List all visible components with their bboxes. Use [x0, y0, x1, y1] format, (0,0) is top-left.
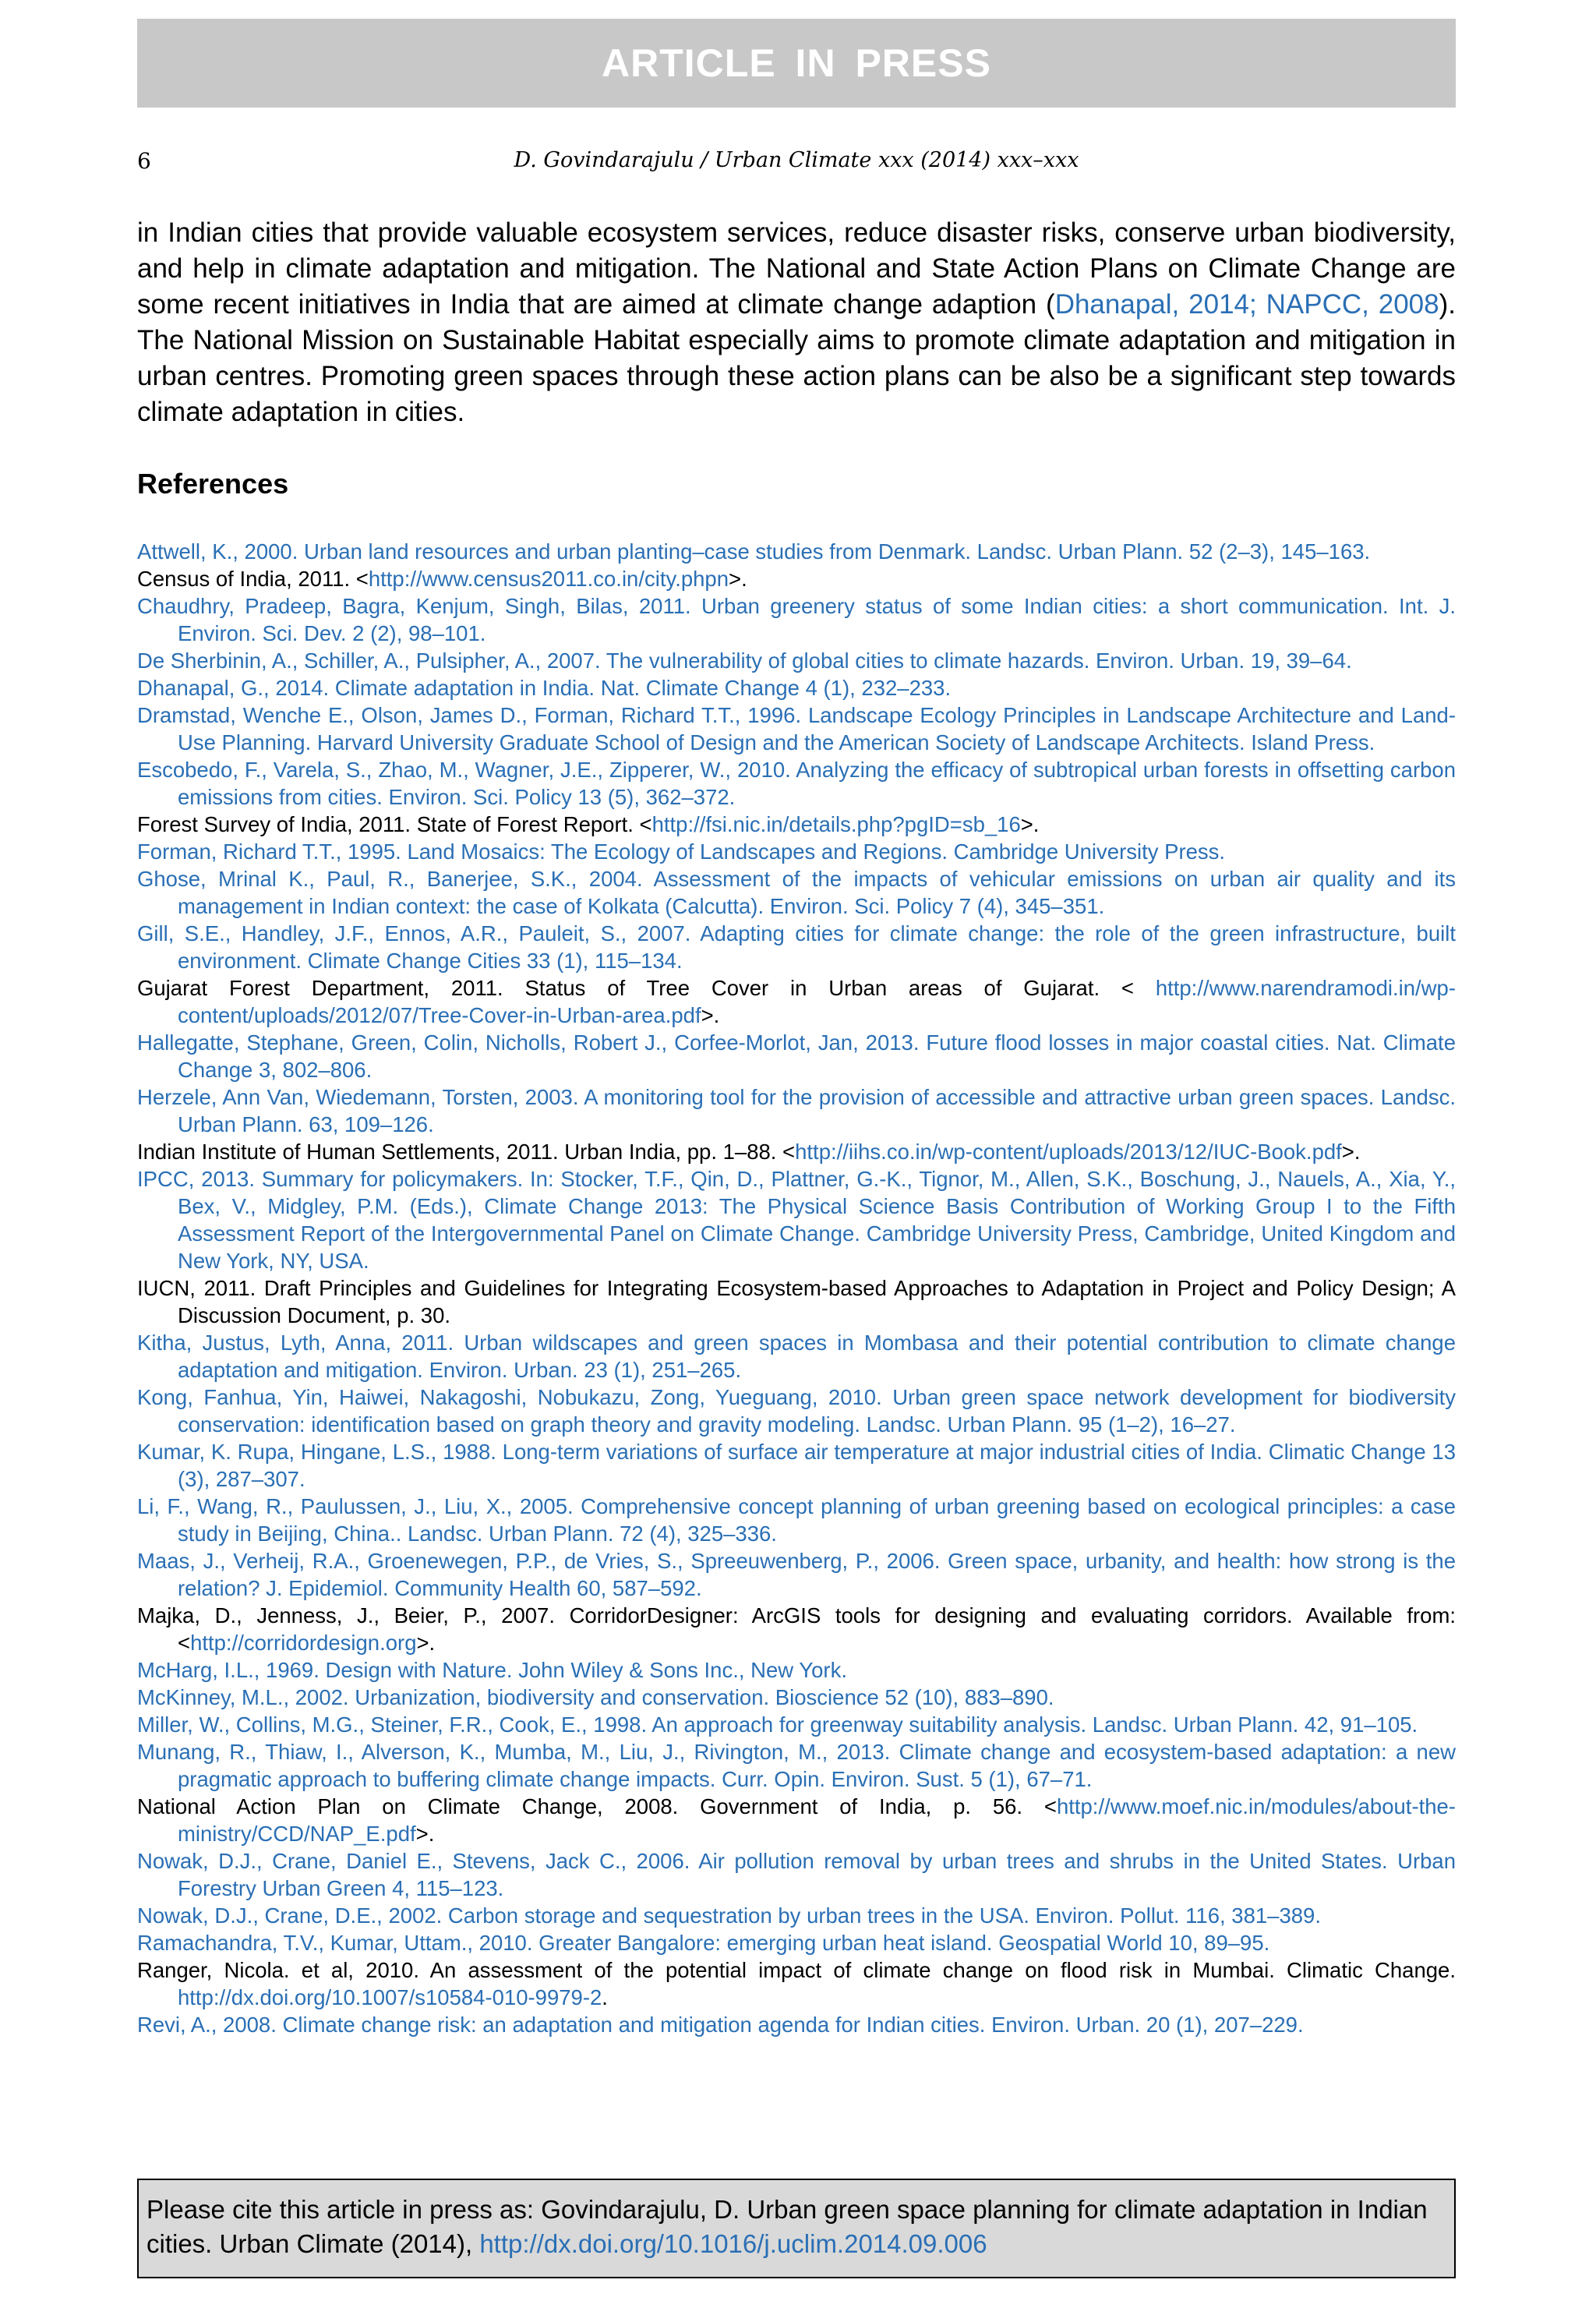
reference-url-link[interactable]: http://www.narendramodi.in/wp-content/uploads/2012/07/Tree-Cover-in-Urban-area.pdf	[178, 976, 1456, 1027]
reference-text: Indian Institute of Human Settlements, 2011. Urban India, pp. 1–88. <	[137, 1140, 796, 1164]
reference-item[interactable]: Maas, J., Verheij, R.A., Groenewegen, P.P., de Vries, S., Spreeuwenberg, P., 2006. Green space, urbanity, and health: how strong is the relation? J. Epidemiol. Community Health 60, 587–592.	[137, 1549, 1456, 1600]
reference-item[interactable]: Dramstad, Wenche E., Olson, James D., Forman, Richard T.T., 1996. Landscape Ecology Principles in Landscape Architecture and Land-Use Planning. Harvard University Graduate School of Design and the American Society of Landscape Architects. Island Press.	[137, 703, 1456, 755]
reference-item[interactable]: Nowak, D.J., Crane, Daniel E., Stevens, Jack C., 2006. Air pollution removal by urban trees and shrubs in the United States. Urban Forestry Urban Green 4, 115–123.	[137, 1849, 1456, 1900]
reference-item[interactable]: McHarg, I.L., 1969. Design with Nature. John Wiley & Sons Inc., New York.	[137, 1658, 847, 1682]
reference-item[interactable]: Attwell, K., 2000. Urban land resources and urban planting–case studies from Denmark. Landsc. Urban Plann. 52 (2–3), 145–163.	[137, 539, 1371, 564]
reference-item[interactable]: Forman, Richard T.T., 1995. Land Mosaics: The Ecology of Landscapes and Regions. Cambridge University Press.	[137, 839, 1226, 864]
reference-item[interactable]: Herzele, Ann Van, Wiedemann, Torsten, 2003. A monitoring tool for the provision of accessible and attractive urban green spaces. Landsc. Urban Plann. 63, 109–126.	[137, 1085, 1456, 1136]
reference-item[interactable]: Li, F., Wang, R., Paulussen, J., Liu, X., 2005. Comprehensive concept planning of urban greening based on ecological principles: a case study in Beijing, China.. Landsc. Urban Plann. 72 (4), 325–336.	[137, 1494, 1456, 1546]
citation-link[interactable]: Dhanapal, 2014; NAPCC, 2008	[1054, 289, 1439, 320]
page-number: 6	[137, 148, 151, 174]
reference-item[interactable]: Kumar, K. Rupa, Hingane, L.S., 1988. Long-term variations of surface air temperature at major industrial cities of India. Climatic Change 13 (3), 287–307.	[137, 1440, 1456, 1491]
reference-item[interactable]: Nowak, D.J., Crane, D.E., 2002. Carbon storage and sequestration by urban trees in the USA. Environ. Pollut. 116, 381–389.	[137, 1903, 1321, 1928]
references-heading: References	[137, 468, 289, 500]
reference-item[interactable]: Kong, Fanhua, Yin, Haiwei, Nakagoshi, Nobukazu, Zong, Yueguang, 2010. Urban green space network development for biodiversity conservation: identification based on graph theory and gravity modeling. Landsc. Urban Plann. 95 (1–2), 16–27.	[137, 1385, 1456, 1437]
reference-item[interactable]: Ramachandra, T.V., Kumar, Uttam., 2010. Greater Bangalore: emerging urban heat island. Geospatial World 10, 89–95.	[137, 1931, 1270, 1955]
reference-item[interactable]: Escobedo, F., Varela, S., Zhao, M., Wagner, J.E., Zipperer, W., 2010. Analyzing the efficacy of subtropical urban forests in offsetting carbon emissions from cities. Environ. Sci. Policy 13 (5), 362–372.	[137, 758, 1456, 809]
reference-url-link[interactable]: http://iihs.co.in/wp-content/uploads/2013/12/IUC-Book.pdf	[795, 1140, 1342, 1164]
reference-item	[137, 811, 1456, 838]
reference-item[interactable]: Gill, S.E., Handley, J.F., Ennos, A.R., Pauleit, S., 2007. Adapting cities for climate change: the role of the green infrastructure, built environment. Climate Change Cities 33 (1), 115–134.	[137, 921, 1456, 973]
reference-text: IUCN, 2011. Draft Principles and Guidelines for Integrating Ecosystem-based Approaches to Adaptation in Project and Policy Design; A Discussion Document, p. 30.	[137, 1276, 1456, 1327]
reference-url-link[interactable]: http://www.census2011.co.in/city.phpn	[368, 567, 729, 591]
reference-text-end: .	[602, 1985, 608, 2009]
article-in-press-banner	[137, 19, 1456, 108]
reference-item[interactable]: IPCC, 2013. Summary for policymakers. In: Stocker, T.F., Qin, D., Plattner, G.-K., Tignor, M., Allen, S.K., Boschung, J., Nauels, A., Xia, Y., Bex, V., Midgley, P.M. (Eds.), Climate Change 2013: The Physical Science Basis Contribution of Working Group I to the Fifth Assessment Report of the Intergovernmental Panel on Climate Change. Cambridge University Press, Cambridge, United Kingdom and New York, NY, USA.	[137, 1167, 1456, 1273]
body-text-2: ). The National Mission on Sustainable Habitat especially aims to promote climate adaptation and mitigation in urban centres. Promoting green spaces through these action plans can be also be a significant step towards climate adaptation in cities.	[137, 289, 1456, 427]
reference-url-link[interactable]: http://fsi.nic.in/details.php?pgID=sb_16	[651, 812, 1021, 836]
reference-item[interactable]: Hallegatte, Stephane, Green, Colin, Nicholls, Robert J., Corfee-Morlot, Jan, 2013. Future flood losses in major coastal cities. Nat. Climate Change 3, 802–806.	[137, 1030, 1456, 1082]
reference-text-end: >.	[416, 1631, 436, 1655]
reference-url-link[interactable]: http://www.moef.nic.in/modules/about-the-ministry/CCD/NAP_E.pdf	[178, 1794, 1456, 1846]
reference-text: Census of India, 2011. <	[137, 567, 369, 591]
body-text-1: in Indian cities that provide valuable ecosystem services, reduce disaster risks, conserve urban biodiversity, and help in climate adaptation and mitigation. The National and State Action Plans on Climate Change are some recent initiatives in India that are aimed at climate change adaption (	[137, 217, 1456, 320]
reference-item[interactable]: De Sherbinin, A., Schiller, A., Pulsipher, A., 2007. The vulnerability of global cities to climate hazards. Environ. Urban. 19, 39–64.	[137, 649, 1352, 673]
banner-text: ARTICLE IN PRESS	[602, 41, 991, 85]
citation-doi-link[interactable]: http://dx.doi.org/10.1016/j.uclim.2014.09.006	[479, 2229, 987, 2258]
reference-item[interactable]: McKinney, M.L., 2002. Urbanization, biodiversity and conservation. Bioscience 52 (10), 883–890.	[137, 1685, 1054, 1709]
reference-text-end: >.	[701, 1003, 720, 1027]
reference-item	[137, 565, 1456, 592]
reference-text: Majka, D., Jenness, J., Beier, P., 2007. CorridorDesigner: ArcGIS tools for designing and evaluating corridors. Available from: <	[137, 1603, 1456, 1655]
reference-item[interactable]: Revi, A., 2008. Climate change risk: an adaptation and mitigation agenda for Indian cities. Environ. Urban. 20 (1), 207–229.	[137, 2013, 1304, 2037]
reference-item[interactable]: Kitha, Justus, Lyth, Anna, 2011. Urban wildscapes and green spaces in Mombasa and their potential contribution to climate change adaptation and mitigation. Environ. Urban. 23 (1), 251–265.	[137, 1331, 1456, 1382]
reference-item	[137, 1956, 1456, 2011]
reference-item[interactable]: Ghose, Mrinal K., Paul, R., Banerjee, S.K., 2004. Assessment of the impacts of vehicular emissions on urban air quality and its management in Indian context: the case of Kolkata (Calcutta). Environ. Sci. Policy 7 (4), 345–351.	[137, 867, 1456, 918]
reference-text: National Action Plan on Climate Change, 2008. Government of India, p. 56. <	[137, 1794, 1057, 1818]
reference-item[interactable]: Munang, R., Thiaw, I., Alverson, K., Mumba, M., Liu, J., Rivington, M., 2013. Climate change and ecosystem-based adaptation: a new pragmatic approach to buffering climate change impacts. Curr. Opin. Environ. Sust. 5 (1), 67–71.	[137, 1740, 1456, 1791]
reference-text: Forest Survey of India, 2011. State of Forest Report. <	[137, 812, 652, 836]
reference-item	[137, 1602, 1456, 1656]
reference-text-end: >.	[1020, 812, 1040, 836]
reference-text-end: >.	[729, 567, 747, 591]
reference-list	[137, 538, 1456, 2038]
reference-item	[137, 1274, 1456, 1329]
reference-text-end: >.	[415, 1822, 435, 1846]
reference-item	[137, 1793, 1456, 1847]
reference-item[interactable]: Dhanapal, G., 2014. Climate adaptation in India. Nat. Climate Change 4 (1), 232–233.	[137, 676, 952, 700]
reference-url-link[interactable]: http://dx.doi.org/10.1007/s10584-010-9979-2	[178, 1985, 602, 2009]
citation-box	[137, 2179, 1456, 2278]
reference-item	[137, 974, 1456, 1029]
reference-text-end: >.	[1341, 1140, 1361, 1164]
citation-text: Please cite this article in press as: Govindarajulu, D. Urban green space planning for climate adaptation in Indian cities. Urban Climate (2014),	[147, 2195, 1428, 2258]
reference-item[interactable]: Miller, W., Collins, M.G., Steiner, F.R., Cook, E., 1998. An approach for greenway suitability analysis. Landsc. Urban Plann. 42, 91–105.	[137, 1712, 1418, 1737]
reference-item[interactable]: Chaudhry, Pradeep, Bagra, Kenjum, Singh, Bilas, 2011. Urban greenery status of some Indian cities: a short communication. Int. J. Environ. Sci. Dev. 2 (2), 98–101.	[137, 594, 1456, 645]
running-head: D. Govindarajulu / Urban Climate xxx (2014) xxx–xxx	[514, 148, 1079, 172]
reference-url-link[interactable]: http://corridordesign.org	[190, 1631, 417, 1655]
reference-text: Ranger, Nicola. et al, 2010. An assessment of the potential impact of climate change on flood risk in Mumbai. Climatic Change.	[137, 1958, 1456, 1982]
reference-item	[137, 1138, 1456, 1165]
body-paragraph	[137, 215, 1456, 430]
reference-text: Gujarat Forest Department, 2011. Status of Tree Cover in Urban areas of Gujarat. <	[137, 976, 1156, 1000]
